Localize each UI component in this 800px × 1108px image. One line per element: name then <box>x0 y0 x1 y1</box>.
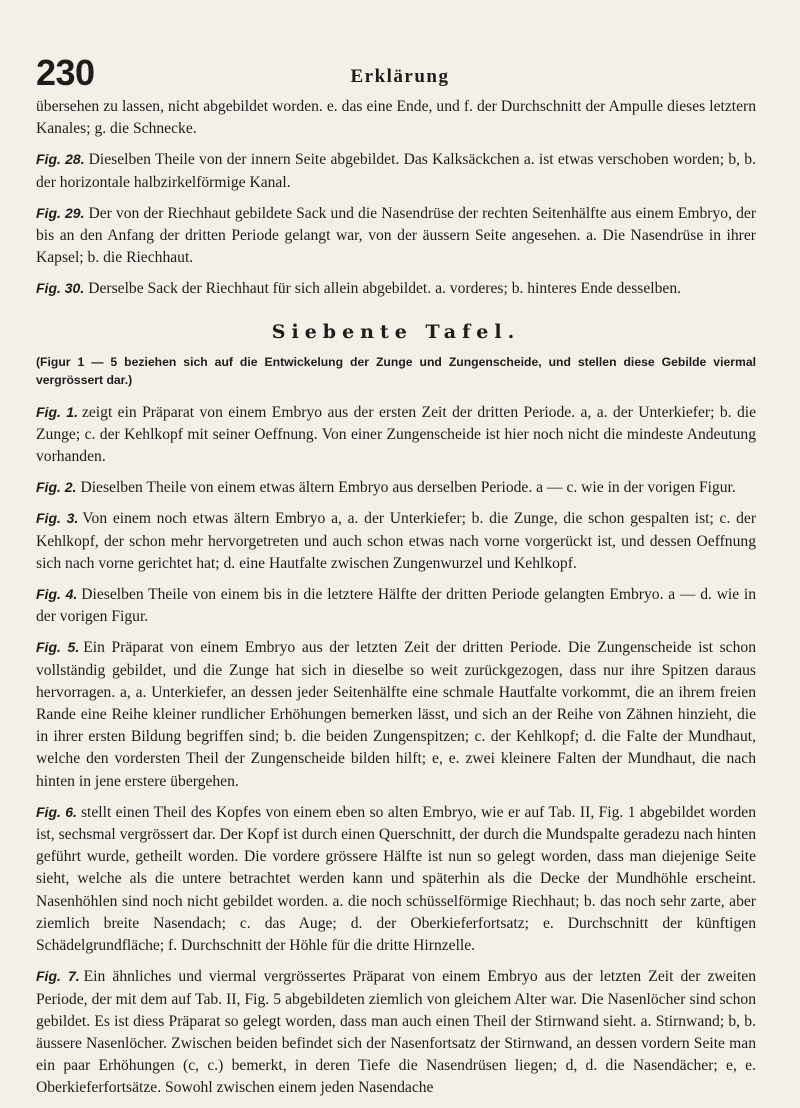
page-body <box>36 96 756 1108</box>
figure-paragraph <box>36 202 756 270</box>
page-number: 230 <box>36 52 95 93</box>
paragraph-text: Ein Präparat von einem Embryo aus der letzten Zeit der dritten Periode. Die Zungenscheide ist schon vollständig gebildet, und die Zunge hat sich in dieselbe so weit zurückgezogen, dass nur ihre Spitzen daraus hervorragen. a, a. Unterkiefer, an dessen jeder Seitenhälfte eine schmale Hautfalte vorkommt, die an ihrem freien Rande eine Reihe kleiner rundlicher Erhöhungen bemerken lässt, und sich an der Reihe von Zähnen hinzieht, die in ihrer ersten Bildung begriffen sind; b. die beiden Zungenspitzen; c. der Kehlkopf; d. die Falte der Mundhaut, welche den vordersten Theil der Zungenscheide bilden hilft; e, e. zwei kleinere Falten der Mundhaut, die nach hinten in jene erstere übergehen. <box>36 639 756 790</box>
paragraph-text: Dieselben Theile von einem bis in die letztere Hälfte der dritten Periode gelangten Embryo. a — d. wie in der vorigen Figur. <box>36 586 757 626</box>
paragraph-text: Dieselben Theile von einem etwas ältern Embryo aus derselben Periode. a — c. wie in der vorigen Figur. <box>80 479 736 497</box>
figure-paragraph <box>36 476 756 499</box>
figure-paragraph <box>36 965 756 1099</box>
figure-paragraph <box>36 401 756 469</box>
figure-label: Fig. 29. <box>36 204 85 221</box>
figure-paragraph <box>36 636 756 792</box>
figure-paragraph <box>36 583 756 628</box>
figure-label: Fig. 28. <box>36 151 85 168</box>
section-note: (Figur 1 — 5 beziehen sich auf die Entwickelung der Zunge und Zungenscheide, und stellen diese Gebilde viermal vergrössert dar.) <box>36 354 756 387</box>
figure-paragraph <box>36 801 756 957</box>
paragraph-text: zeigt ein Präparat von einem Embryo aus der ersten Zeit der dritten Periode. a, a. der Unterkiefer; b. die Zunge; c. der Kehlkopf mit seiner Oeffnung. Von einer Zungenscheide ist hier noch nicht die mindeste Andeutung vorhanden. <box>36 403 757 466</box>
paragraph-text: Der von der Riechhaut gebildete Sack und die Nasendrüse der rechten Seitenhälfte aus einem Embryo, der bis an den Anfang der dritten Periode gelangt war, von der äussern Seite angesehen. a. Die Nasendrüse in ihrer Kapsel; b. die Riechhaut. <box>36 204 757 267</box>
paragraph-text: übersehen zu lassen, nicht abgebildet worden. e. das eine Ende, und f. der Durchschnitt der Ampulle dieses letztern Kanales; g. die Schnecke. <box>36 98 756 138</box>
paragraph-group-top <box>36 96 756 301</box>
figure-paragraph <box>36 507 756 575</box>
page-header <box>36 40 764 93</box>
figure-label: Fig. 3. <box>36 510 79 527</box>
figure-paragraph <box>36 277 756 300</box>
paragraph-group-bottom <box>36 401 756 1100</box>
section-title: Siebente Tafel. <box>271 320 521 343</box>
figure-label: Fig. 7. <box>36 968 80 985</box>
paragraph-text: Derselbe Sack der Riechhaut für sich allein abgebildet. a. vorderes; b. hinteres Ende desselben. <box>88 280 682 298</box>
figure-label: Fig. 1. <box>36 403 78 420</box>
paragraph-text: stellt einen Theil des Kopfes von einem eben so alten Embryo, wie er auf Tab. II, Fig. 1 abgebildet worden ist, sechsmal vergrössert dar. Der Kopf ist durch einen Querschnitt, der durch die Mundspalte geradezu nach hinten geführt wurde, getheilt worden. Die vordere grössere Hälfte ist nun so gelegt worden, dass man diejenige Seite sieht, welche als die untere betrachtet werden kann und späterhin als die Decke der Mundhöhle erscheint. Nasenhöhlen sind noch nicht gebildet worden. a. die noch schüsselförmige Riechhaut; b. das noch sehr zarte, aber ziemlich breite Nasendach; c. das Auge; d. der Oberkieferfortsatz; e. Durchschnitt der künftigen Schädelgrundfläche; f. Durchschnitt der Höhle für die dritte Hirnzelle. <box>36 803 756 955</box>
figure-label: Fig. 4. <box>36 586 78 603</box>
figure-label: Fig. 30. <box>36 280 85 297</box>
paragraph-text: Dieselben Theile von der innern Seite abgebildet. Das Kalksäckchen a. ist etwas verschoben worden; b, b. der horizontale halbzirkelförmige Kanal. <box>36 151 756 191</box>
figure-label: Fig. 2. <box>36 479 77 496</box>
figure-paragraph <box>36 148 756 193</box>
running-title: Erklärung <box>350 66 450 87</box>
paragraph-text: Von einem noch etwas ältern Embryo a, a. der Unterkiefer; b. die Zunge, die schon gespalten ist; c. der Kehlkopf, der schon mehr hervorgetreten und auch schon etwas nach vorne vorgerückt ist, und dessen Oeffnung sich nach vorne gerichtet hat; d. eine Hautfalte zwischen Zungenwurzel und Kehlkopf. <box>36 510 757 572</box>
figure-label: Fig. 6. <box>36 803 77 820</box>
figure-paragraph <box>36 96 756 140</box>
figure-label: Fig. 5. <box>36 639 80 656</box>
paragraph-text: Ein ähnliches und viermal vergrössertes Präparat von einem Embryo aus der letzten Zeit der zweiten Periode, der mit dem auf Tab. II, Fig. 5 abgebildeten ziemlich von gleichem Alter war. Die Nasenlöcher sind schon gebildet. Es ist diess Präparat so gelegt worden, dass man auch einen Theil der Stirnwand sieht. a. Stirnwand; b, b. äussere Nasenlöcher. Zwischen beiden befindet sich der Nasenfortsatz der Stirnwand, an dessen vordern Seite man ein paar Erhöhungen (c, c.) bemerkt, in deren Tiefe die Nasendrüsen liegen; d, d. die Nasendächer; e, e. Oberkieferfortsätze. Sowohl zwischen einem jeden Nasendache <box>36 968 756 1097</box>
